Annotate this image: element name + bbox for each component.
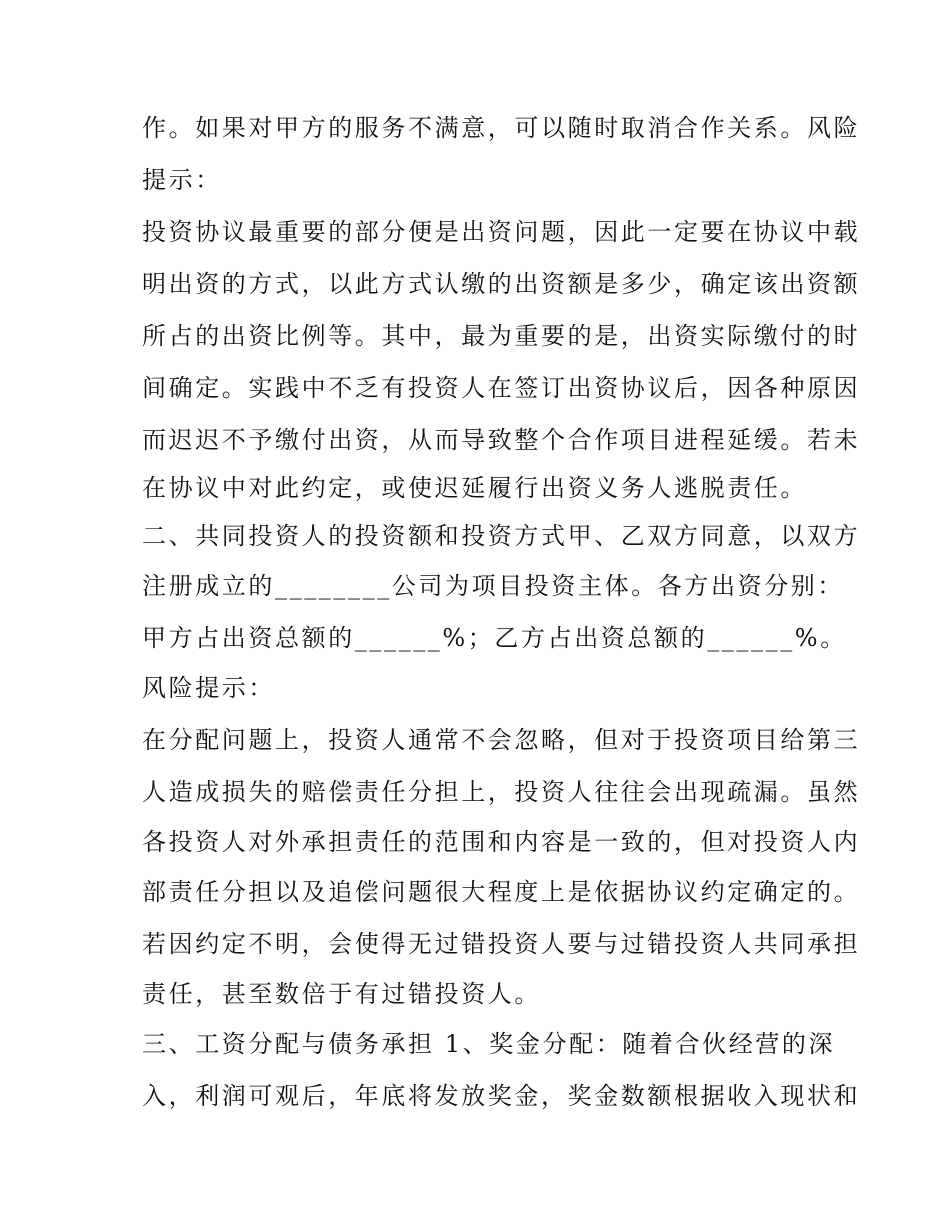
paragraph-line: 提示： <box>142 166 222 194</box>
paragraph-line: 间确定。实践中不乏有投资人在签订出资协议后，因各种原因 <box>142 374 861 402</box>
paragraph-line: 入，利润可观后，年底将发放奖金，奖金数额根据收入现状和 <box>142 1082 861 1110</box>
paragraph-line: 责任，甚至数倍于有过错投资人。 <box>142 980 541 1008</box>
paragraph-line: 部责任分担以及追偿问题很大程度上是依据协议约定确定的。 <box>142 878 861 906</box>
paragraph-line: 在协议中对此约定，或使迟延履行出资义务人逃脱责任。 <box>142 474 807 502</box>
paragraph-line: 三、工资分配与债务承担 1、奖金分配：随着合伙经营的深 <box>142 1030 836 1058</box>
paragraph-line: 而迟迟不予缴付出资，从而导致整个合作项目进程延缓。若未 <box>142 426 861 454</box>
paragraph-line: 各投资人对外承担责任的范围和内容是一致的，但对投资人内 <box>142 828 861 856</box>
paragraph-line: 二、共同投资人的投资额和投资方式甲、乙双方同意，以双方 <box>142 522 861 550</box>
paragraph-line: 所占的出资比例等。其中，最为重要的是，出资实际缴付的时 <box>142 322 861 350</box>
paragraph-line: 在分配问题上，投资人通常不会忽略，但对于投资项目给第三 <box>142 726 861 754</box>
paragraph-line: 明出资的方式，以此方式认缴的出资额是多少，确定该出资额 <box>142 270 861 298</box>
paragraph-line: 若因约定不明，会使得无过错投资人要与过错投资人共同承担 <box>142 930 861 958</box>
paragraph-line: 风险提示： <box>142 674 275 702</box>
paragraph-line: 注册成立的________公司为项目投资主体。各方出资分别： <box>142 572 844 600</box>
paragraph-line: 作。如果对甲方的服务不满意，可以随时取消合作关系。风险 <box>142 114 861 142</box>
paragraph-line: 甲方占出资总额的______%；乙方占出资总额的______%。 <box>142 624 847 652</box>
paragraph-line: 投资协议最重要的部分便是出资问题，因此一定要在协议中载 <box>142 218 861 246</box>
paragraph-line: 人造成损失的赔偿责任分担上，投资人往往会出现疏漏。虽然 <box>142 778 861 806</box>
